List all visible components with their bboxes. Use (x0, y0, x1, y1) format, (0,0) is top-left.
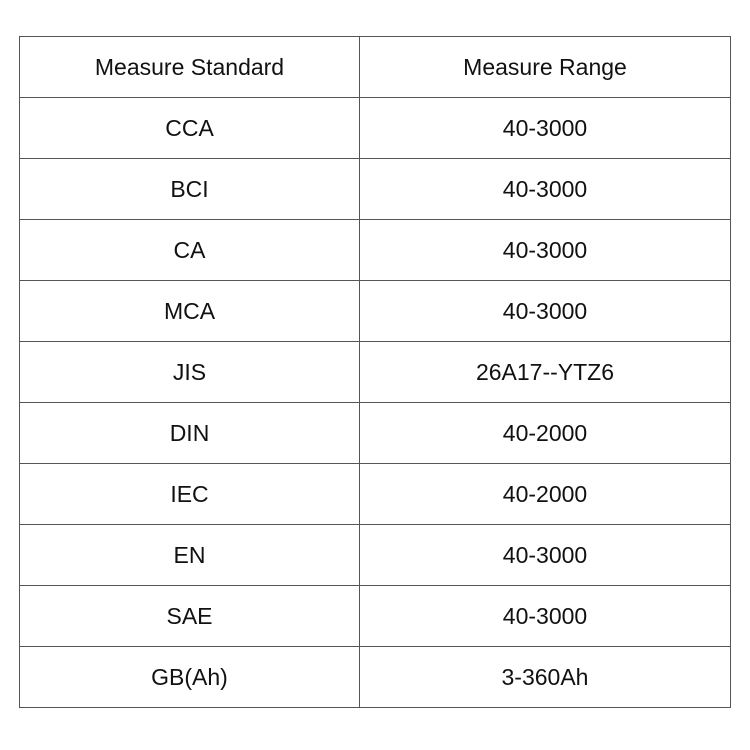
table-row (20, 98, 731, 159)
table-row (20, 403, 731, 464)
header-measure-standard: Measure Standard (20, 37, 360, 98)
table-row (20, 342, 731, 403)
standard-cell: DIN (20, 403, 360, 464)
table-body (20, 98, 731, 708)
table-header (20, 37, 731, 98)
table-row (20, 220, 731, 281)
standard-cell: JIS (20, 342, 360, 403)
range-cell: 40-3000 (360, 525, 731, 586)
range-cell: 40-2000 (360, 464, 731, 525)
header-row (20, 37, 731, 98)
standard-cell: SAE (20, 586, 360, 647)
table-row (20, 464, 731, 525)
range-cell: 40-3000 (360, 220, 731, 281)
standard-cell: EN (20, 525, 360, 586)
range-cell: 40-3000 (360, 281, 731, 342)
table-row (20, 281, 731, 342)
range-cell: 3-360Ah (360, 647, 731, 708)
range-cell: 40-2000 (360, 403, 731, 464)
table-row (20, 525, 731, 586)
standard-cell: CA (20, 220, 360, 281)
measure-range-table (19, 36, 731, 708)
range-cell: 26A17--YTZ6 (360, 342, 731, 403)
table-row (20, 647, 731, 708)
table-row (20, 159, 731, 220)
range-cell: 40-3000 (360, 586, 731, 647)
standard-cell: BCI (20, 159, 360, 220)
table-row (20, 586, 731, 647)
range-cell: 40-3000 (360, 159, 731, 220)
header-measure-range: Measure Range (360, 37, 731, 98)
standard-cell: IEC (20, 464, 360, 525)
standard-cell: CCA (20, 98, 360, 159)
range-cell: 40-3000 (360, 98, 731, 159)
standard-cell: MCA (20, 281, 360, 342)
standard-cell: GB(Ah) (20, 647, 360, 708)
